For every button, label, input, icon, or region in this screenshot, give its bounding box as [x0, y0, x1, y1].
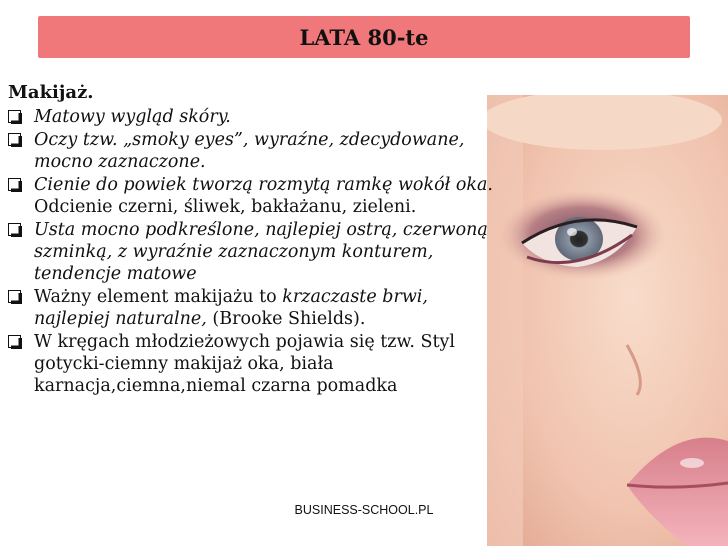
bullet-list	[8, 106, 496, 397]
item-italic-text: Oczy tzw. „smoky eyes”, wyraźne, zdecydowane, mocno zaznaczone.	[34, 130, 465, 172]
item-text: Ważny element makijażu to	[34, 287, 283, 307]
list-item	[8, 331, 496, 397]
title-bar	[38, 16, 690, 58]
slide-title: LATA 80-te	[299, 25, 429, 50]
face-photo	[487, 95, 728, 546]
list-item	[8, 129, 496, 173]
item-italic-text: Matowy wygląd skóry.	[34, 107, 231, 127]
list-item	[8, 106, 496, 128]
checkbox-bullet-icon	[8, 290, 22, 304]
item-text: Odcienie czerni, śliwek, bakłażanu, zieleni.	[34, 197, 417, 217]
checkbox-bullet-icon	[8, 223, 22, 237]
list-item	[8, 219, 496, 285]
checkbox-bullet-icon	[8, 178, 22, 192]
item-italic-text: Usta mocno podkreślone, najlepiej ostrą, czerwoną szminką, z wyraźnie zaznaczonym konturem, tendencje matowe	[34, 220, 488, 284]
face-illustration	[487, 95, 728, 546]
item-italic-text: Cienie do powiek tworzą rozmytą ramkę wokół oka.	[34, 175, 493, 195]
item-text: (Brooke Shields).	[206, 309, 366, 329]
section-heading: Makijaż.	[8, 82, 94, 103]
checkbox-bullet-icon	[8, 335, 22, 349]
item-text: W kręgach młodzieżowych pojawia się tzw. Styl gotycki-ciemny makijaż oka, biała karnacja,ciemna,niemal czarna pomadka	[34, 332, 456, 396]
footer-source: BUSINESS-SCHOOL.PL	[294, 503, 434, 517]
checkbox-bullet-icon	[8, 110, 22, 124]
content	[8, 82, 496, 398]
list-item	[8, 286, 496, 330]
checkbox-bullet-icon	[8, 133, 22, 147]
item-italic-text: krzaczaste brwi, najlepiej naturalne,	[34, 287, 428, 329]
list-item	[8, 174, 496, 218]
